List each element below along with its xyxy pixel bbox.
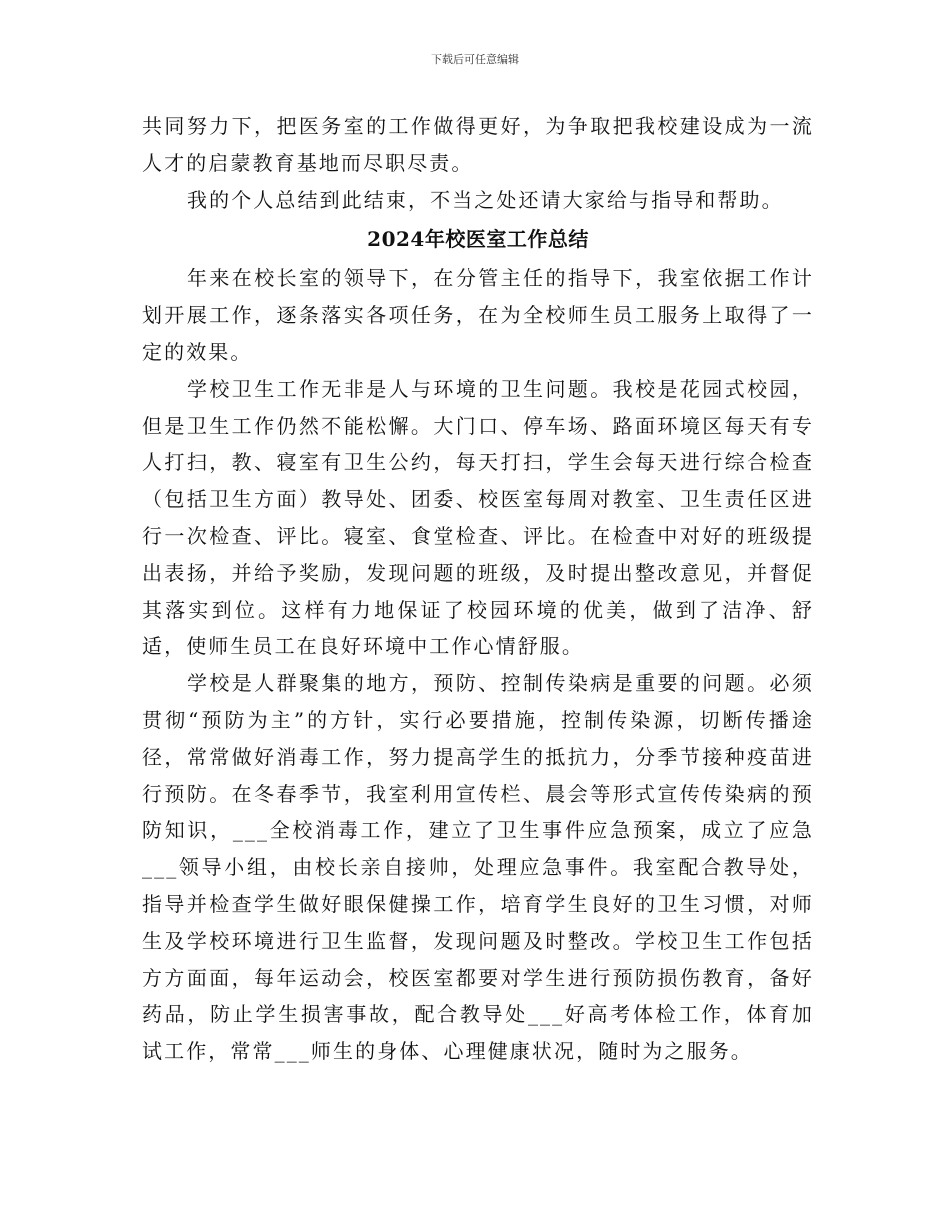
intro-paragraph-2: 我的个人总结到此结束，不当之处还请大家给与指导和帮助。 [187, 187, 784, 212]
body-paragraph-2: 学校卫生工作无非是人与环境的卫生问题。我校是花园式校园，但是卫生工作仍然不能松懈。大门口、停车场、路面环境区每天有专人打扫，教、寝室有卫生公约，每天打扫，学生会每天进行综合检查（包括卫生方面）教导处、团委、校医室每周对教室、卫生责任区进行一次检查、评比。寝室、食堂检查、评比。在检查中对好的班级提出表扬，并给予奖励，发现问题的班级，及时提出整改意见，并督促其落实到位。这样有力地保证了校园环境的优美，做到了洁净、舒适，使师生员工在良好环境中工作心情舒服。 [142, 376, 814, 659]
document-title: 2024年校医室工作总结 [367, 227, 589, 252]
intro-paragraph-1: 共同努力下，把医务室的工作做得更好，为争取把我校建设成为一流人才的启蒙教育基地而尽职尽责。 [142, 114, 814, 175]
body-paragraph-1: 年来在校长室的领导下，在分管主任的指导下，我室依据工作计划开展工作，逐条落实各项任务，在为全校师生员工服务上取得了一定的效果。 [142, 266, 814, 364]
body-paragraph-3: 学校是人群聚集的地方，预防、控制传染病是重要的问题。必须贯彻“预防为主”的方针，实行必要措施，控制传染源，切断传播途径，常常做好消毒工作，努力提高学生的抵抗力，分季节接种疫苗进行预防。在冬春季节，我室利用宣传栏、晨会等形式宣传传染病的预防知识，___全校消毒工作，建立了卫生事件应急预案，成立了应急___领导小组，由校长亲自接帅，处理应急事件。我室配合教导处，指导并检查学生做好眼保健操工作，培育学生良好的卫生习惯，对师生及学校环境进行卫生监督，发现问题及时整改。学校卫生工作包括方方面面，每年运动会，校医室都要对学生进行预防损伤教育，备好药品，防止学生损害事故，配合教导处___好高考体检工作，体育加试工作，常常___师生的身体、心理健康状况，随时为之服务。 [142, 671, 814, 1064]
document-body [142, 108, 814, 1070]
page-header: 下载后可任意编辑 [431, 53, 519, 66]
